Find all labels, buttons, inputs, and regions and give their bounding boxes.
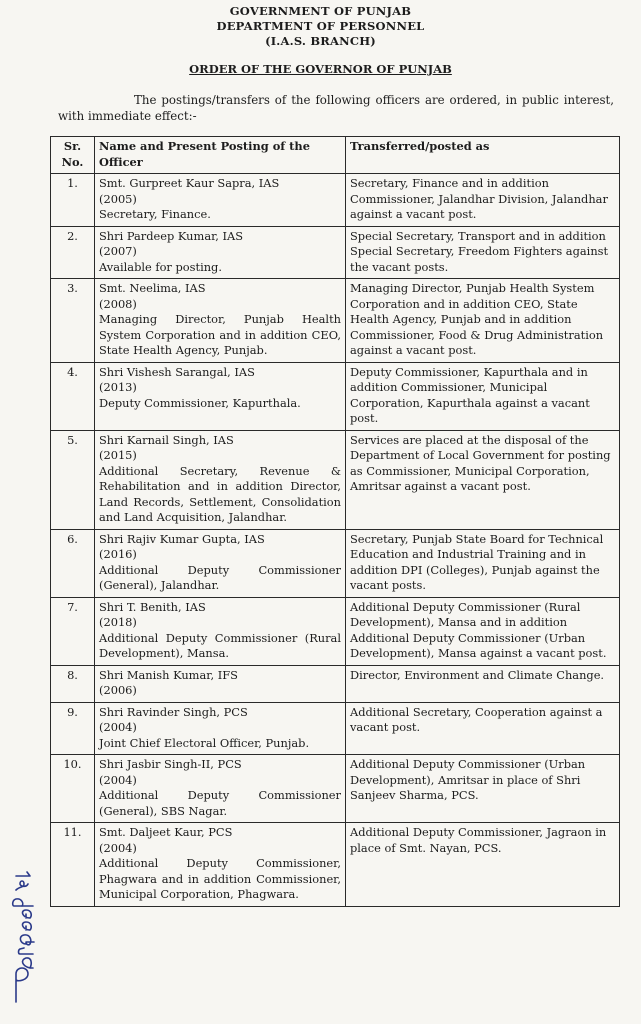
officer-batch: (2006) — [99, 683, 137, 697]
officer-posting: Available for posting. — [99, 259, 222, 274]
table-row — [51, 823, 620, 907]
row-officer — [95, 174, 346, 227]
officer-batch: (2005) — [99, 191, 137, 206]
row-sr: 4. — [51, 362, 95, 430]
row-transferred: Additional Secretary, Cooperation against a vacant post. — [346, 702, 620, 755]
officer-posting: Additional Deputy Commissioner (General), Jalandhar. — [99, 562, 341, 592]
officer-posting: Managing Director, Punjab Health System Corporation and in addition CEO, State Health Agency, Punjab. — [99, 312, 341, 357]
row-officer — [95, 755, 346, 823]
table-header-row — [51, 137, 620, 174]
row-transferred: Managing Director, Punjab Health System Corporation and in addition CEO, State Health Agency, Punjab and in addition Commissioner, Food & Drug Administration against a vacant post. — [346, 279, 620, 363]
officer-name: Shri Manish Kumar, IFS — [99, 667, 238, 682]
row-officer — [95, 529, 346, 597]
intro-paragraph: The postings/transfers of the following officers are ordered, in public interest, with immediate effect:- — [58, 93, 614, 123]
officer-batch: (2015) — [99, 448, 137, 462]
table-row — [51, 279, 620, 363]
row-transferred: Services are placed at the disposal of the Department of Local Government for posting as Commissioner, Municipal Corporation, Amritsar against a vacant post. — [346, 430, 620, 529]
officer-posting: Additional Deputy Commissioner, Phagwara and in addition Commissioner, Municipal Corporation, Phagwara. — [99, 856, 341, 901]
row-transferred: Deputy Commissioner, Kapurthala and in addition Commissioner, Municipal Corporation, Kapurthala against a vacant post. — [346, 362, 620, 430]
row-officer — [95, 279, 346, 363]
table-row — [51, 665, 620, 702]
row-transferred: Special Secretary, Transport and in addition Special Secretary, Freedom Fighters against the vacant posts. — [346, 226, 620, 279]
row-sr: 11. — [51, 823, 95, 907]
row-sr: 6. — [51, 529, 95, 597]
header-department: DEPARTMENT OF PERSONNEL — [216, 19, 425, 33]
row-transferred: Additional Deputy Commissioner, Jagraon in place of Smt. Nayan, PCS. — [346, 823, 620, 907]
table-row — [51, 755, 620, 823]
officer-batch: (2007) — [99, 244, 137, 258]
officer-posting: Secretary, Finance. — [99, 207, 211, 221]
officer-name: Shri Vishesh Sarangal, IAS — [99, 364, 255, 379]
row-transferred: Director, Environment and Climate Change. — [346, 665, 620, 702]
officer-name: Smt. Daljeet Kaur, PCS — [99, 825, 233, 839]
row-transferred: Secretary, Punjab State Board for Technical Education and Industrial Training and in addition DPI (Colleges), Punjab against the vacant posts. — [346, 529, 620, 597]
officer-posting: Additional Deputy Commissioner (General), SBS Nagar. — [99, 788, 341, 818]
officer-name: Smt. Neelima, IAS — [99, 281, 206, 295]
header-transferred: Transferred/posted as — [346, 137, 620, 174]
header-branch: (I.A.S. BRANCH) — [265, 34, 376, 48]
table-row — [51, 174, 620, 227]
row-sr: 8. — [51, 665, 95, 702]
row-transferred: Secretary, Finance and in addition Commissioner, Jalandhar Division, Jalandhar against a vacant post. — [346, 174, 620, 227]
officer-name: Shri Jasbir Singh-II, PCS — [99, 757, 242, 771]
row-officer — [95, 823, 346, 907]
officer-name: Smt. Gurpreet Kaur Sapra, IAS — [99, 176, 280, 190]
officer-posting: Joint Chief Electoral Officer, Punjab. — [99, 735, 310, 750]
officer-name: Shri Karnail Singh, IAS — [99, 432, 234, 447]
row-sr: 9. — [51, 702, 95, 755]
row-officer — [95, 702, 346, 755]
officer-name: Shri Rajiv Kumar Gupta, IAS — [99, 531, 265, 546]
officer-batch: (2004) — [99, 772, 137, 787]
row-officer — [95, 362, 346, 430]
officer-posting: Additional Deputy Commissioner (Rural Development), Mansa. — [99, 630, 341, 660]
row-sr: 3. — [51, 279, 95, 363]
header-officer: Name and Present Posting of the Officer — [95, 137, 346, 174]
order-title: ORDER OF THE GOVERNOR OF PUNJAB — [189, 62, 452, 76]
table-row — [51, 702, 620, 755]
officer-batch: (2016) — [99, 547, 137, 561]
row-officer — [95, 226, 346, 279]
officer-posting: Deputy Commissioner, Kapurthala. — [99, 395, 301, 410]
row-sr: 7. — [51, 597, 95, 665]
officer-posting: Additional Secretary, Revenue & Rehabilitation and in addition Director, Land Records, Settlement, Consolidation and Land Acquisition, Jalandhar. — [99, 463, 341, 524]
row-officer — [95, 597, 346, 665]
document-header — [0, 4, 641, 49]
officer-batch: (2018) — [99, 615, 137, 629]
table-row — [51, 226, 620, 279]
officer-batch: (2004) — [99, 840, 137, 855]
officer-batch: (2008) — [99, 296, 137, 311]
officer-name: Shri Ravinder Singh, PCS — [99, 704, 248, 719]
table-row — [51, 362, 620, 430]
row-sr: 5. — [51, 430, 95, 529]
officer-name: Shri T. Benith, IAS — [99, 599, 206, 614]
table-row — [51, 529, 620, 597]
row-transferred: Additional Deputy Commissioner (Urban Development), Amritsar in place of Shri Sanjeev Sharma, PCS. — [346, 755, 620, 823]
row-officer — [95, 430, 346, 529]
handwritten-signature — [6, 856, 40, 1006]
row-sr: 2. — [51, 226, 95, 279]
officer-name: Shri Pardeep Kumar, IAS — [99, 228, 244, 243]
header-government: GOVERNMENT OF PUNJAB — [229, 4, 412, 18]
table-row — [51, 597, 620, 665]
table-row — [51, 430, 620, 529]
header-sr-no: Sr. No. — [51, 137, 95, 174]
officer-batch: (2004) — [99, 720, 137, 734]
row-transferred: Additional Deputy Commissioner (Rural Development), Mansa and in addition Additional Deputy Commissioner (Urban Development), Mansa against a vacant post. — [346, 597, 620, 665]
officer-batch: (2013) — [99, 380, 137, 394]
row-sr: 10. — [51, 755, 95, 823]
table-body — [51, 174, 620, 907]
postings-table — [50, 136, 620, 907]
row-sr: 1. — [51, 174, 95, 227]
row-officer — [95, 665, 346, 702]
